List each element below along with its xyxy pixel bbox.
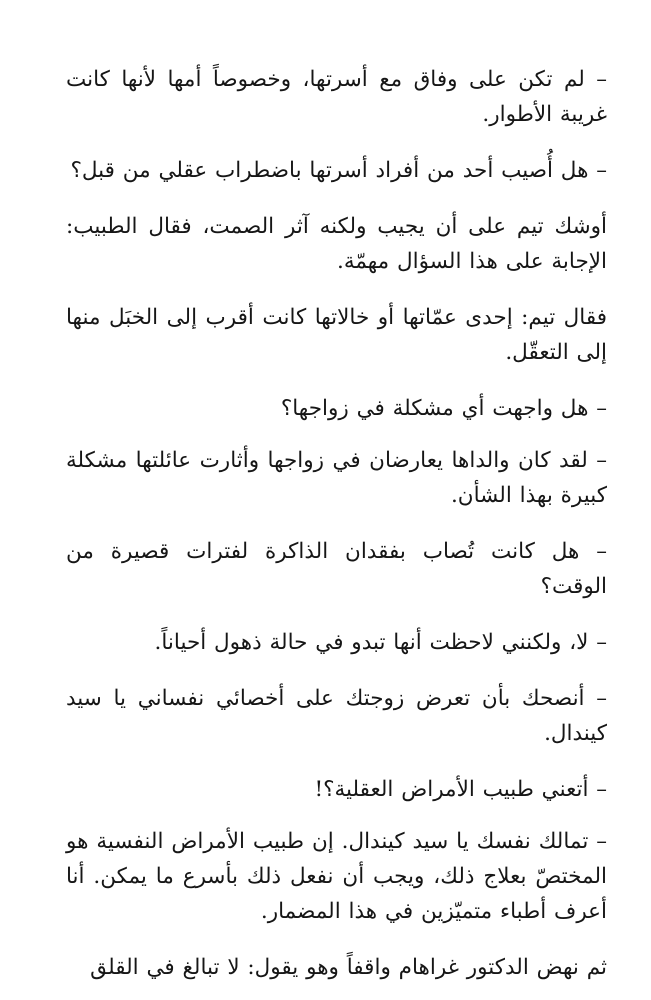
dialogue-line-marriage-question: – هل واجهت أي مشكلة في زواجها؟ <box>280 396 607 421</box>
dialogue-line-parents-objection: – لقد كان والداها يعارضان في زواجها وأثارت عائلتها مشكلة كبيرة بهذا الشأن. <box>66 448 607 508</box>
dialogue-line-doctor-explains: – تمالك نفسك يا سيد كيندال. إن طبيب الأمراض النفسية هو المختصّ بعلاج ذلك، ويجب أن نفعل ذلك بأسرع ما يمكن. أنا أعرف أطباء متميّزين في هذا المضمار. <box>66 829 607 924</box>
dialogue-line-memory-loss-question: – هل كانت تُصاب بفقدان الذاكرة لفترات قصيرة من الوقت؟ <box>66 539 607 599</box>
narration-tim-answers: فقال تيم: إحدى عمّاتها أو خالاتها كانت أقرب إلى الخبَل منها إلى التعقّل. <box>66 305 607 365</box>
dialogue-line-psychiatrist-question: – أتعني طبيب الأمراض العقلية؟! <box>314 777 607 802</box>
dialogue-line-daze-answer: – لا، ولكنني لاحظت أنها تبدو في حالة ذهول أحياناً. <box>154 630 607 655</box>
dialogue-line-psychologist-advice: – أنصحك بأن تعرض زوجتك على أخصائي نفساني يا سيد كيندال. <box>66 686 607 746</box>
narration-doctor-stands: ثم نهض الدكتور غراهام واقفاً وهو يقول: لا تبالغ في القلق <box>90 955 607 980</box>
dialogue-line-mental-illness-question: – هل أُصيب أحد من أفراد أسرتها باضطراب عقلي من قبل؟ <box>70 158 607 183</box>
dialogue-line-family-conflict: – لم تكن على وفاق مع أسرتها، وخصوصاً أمها لأنها كانت غريبة الأطوار. <box>66 67 607 127</box>
narration-tim-hesitates: أوشك تيم على أن يجيب ولكنه آثر الصمت، فقال الطبيب: الإجابة على هذا السؤال مهمّة. <box>66 214 607 274</box>
